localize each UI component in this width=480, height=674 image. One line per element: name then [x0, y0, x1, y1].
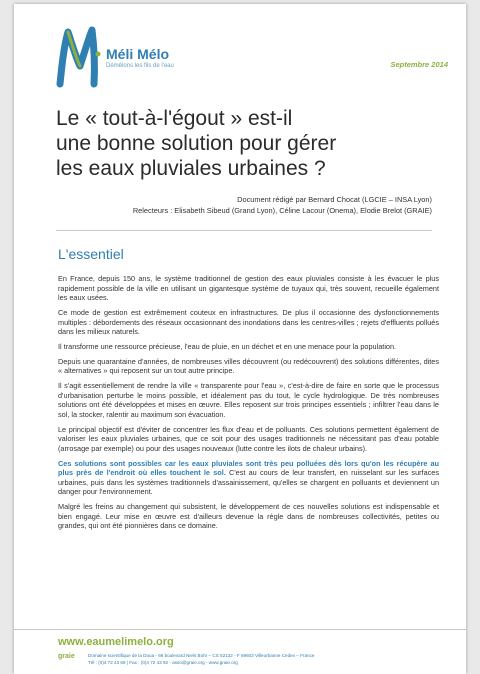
section-title: L'essentiel: [58, 246, 124, 262]
authors-block: [133, 195, 432, 216]
title-line: une bonne solution pour gérer: [56, 132, 337, 155]
paragraph: Depuis une quarantaine d'années, de nombreuses villes découvrent (ou redécouvrent) des solutions différentes, dites « alternatives » qui reposent sur un tout autre principe.: [58, 356, 439, 376]
meli-melo-logo-icon: [54, 24, 102, 88]
title-line: les eaux pluviales urbaines ?: [56, 157, 326, 180]
brand-name: Méli Mélo: [106, 46, 170, 62]
paragraph: Ce mode de gestion est extrêmement couteux en infrastructures. De plus il occasionne des dysfonctionnements multiples : débordements des réseaux occasionnant des inondations dans les centres-villes ; rejets d'effluents pollués dans les milieux naturels.: [58, 307, 439, 337]
section-body: [58, 274, 439, 536]
paragraph: Il transforme une ressource précieuse, l'eau de pluie, en un déchet et en une menace pour la population.: [58, 341, 397, 351]
author-line: Document rédigé par Bernard Chocat (LGCIE – INSA Lyon): [237, 195, 432, 204]
footer-contact: Tél : (0)4 72 43 68 | Fax : (0)4 72 43 92 - asso@graie.org - www.graie.org: [88, 660, 238, 665]
paragraph: Malgré les freins au changement qui subsistent, le développement de ces nouvelles solutions est indispensable et bien engagé. Leur mise en œuvre est d'ailleurs devenue la règle dans de nombreuses collectivités, petites ou grandes, qui ont été pionnières dans ce domaine.: [58, 502, 439, 531]
highlight-paragraph: [58, 459, 439, 497]
document-title: [56, 106, 436, 181]
paragraph: En France, depuis 150 ans, le système traditionnel de gestion des eaux pluviales consiste à les évacuer le plus rapidement possible de la ville en utilisant un gigantesque système de tuyaux qui, très souvent, recueille également les eaux usées.: [58, 274, 439, 303]
highlight-text: Ces solutions sont possibles car les eaux pluviales sont très peu polluées dès lors qu'on les récupère au plus près de l'endroit où elles touchent le sol.: [58, 458, 439, 478]
document-page: [14, 4, 466, 674]
footer-divider: [14, 629, 466, 630]
highlight-rest: C'est au cours de leur transfert, en ruisselant sur les surfaces urbaines, puis dans les systèmes traditionnels d'assainissement, qu'elles se chargent en polluants et deviennent un danger pour l'environnement.: [58, 468, 439, 497]
divider: [56, 230, 432, 231]
reviewers-line: Relecteurs : Elisabeth Sibeud (Grand Lyon), Céline Lacour (Onema), Elodie Brelot (GRAIE): [132, 205, 432, 215]
brand-tagline: Démêlons les fils de l'eau: [106, 63, 174, 69]
website-link[interactable]: www.eaumelimelo.org: [58, 636, 174, 648]
publication-date: Septembre 2014: [390, 60, 448, 69]
paragraph: Le principal objectif est d'éviter de concentrer les flux d'eau et de polluants. Ces solutions permettent également de valoriser les eaux pluviales urbaines, que ce soit pour des usages traditionnels ne nécessitant pas d'eau potable (arrosage par exemple) ou pour des usages nouveaux (lutte contre les ilots de chaleur urbains).: [58, 424, 439, 453]
footer-address: Domaine scientifique de la Doua - 66 boulevard Niels Bohr – CS 52132 - F 69603 Villeurbanne Cedex – France: [88, 653, 315, 658]
paragraph: Il s'agit essentiellement de rendre la ville « transparente pour l'eau », c'est-à-dire de faire en sorte que le processus d'urbanisation perturbe le moins possible, et idéalement pas du tout, le cycle hydrologique. De très nombreuses solutions ont été développées et mises en œuvre. Elles reposent sur trois principes essentiels ; infiltrer l'eau dans le sol, la stocker, ralentir au maximum son évacuation.: [58, 381, 439, 419]
graie-logo: graie: [58, 653, 75, 660]
title-line: Le « tout-à-l'égout » est-il: [56, 107, 293, 130]
